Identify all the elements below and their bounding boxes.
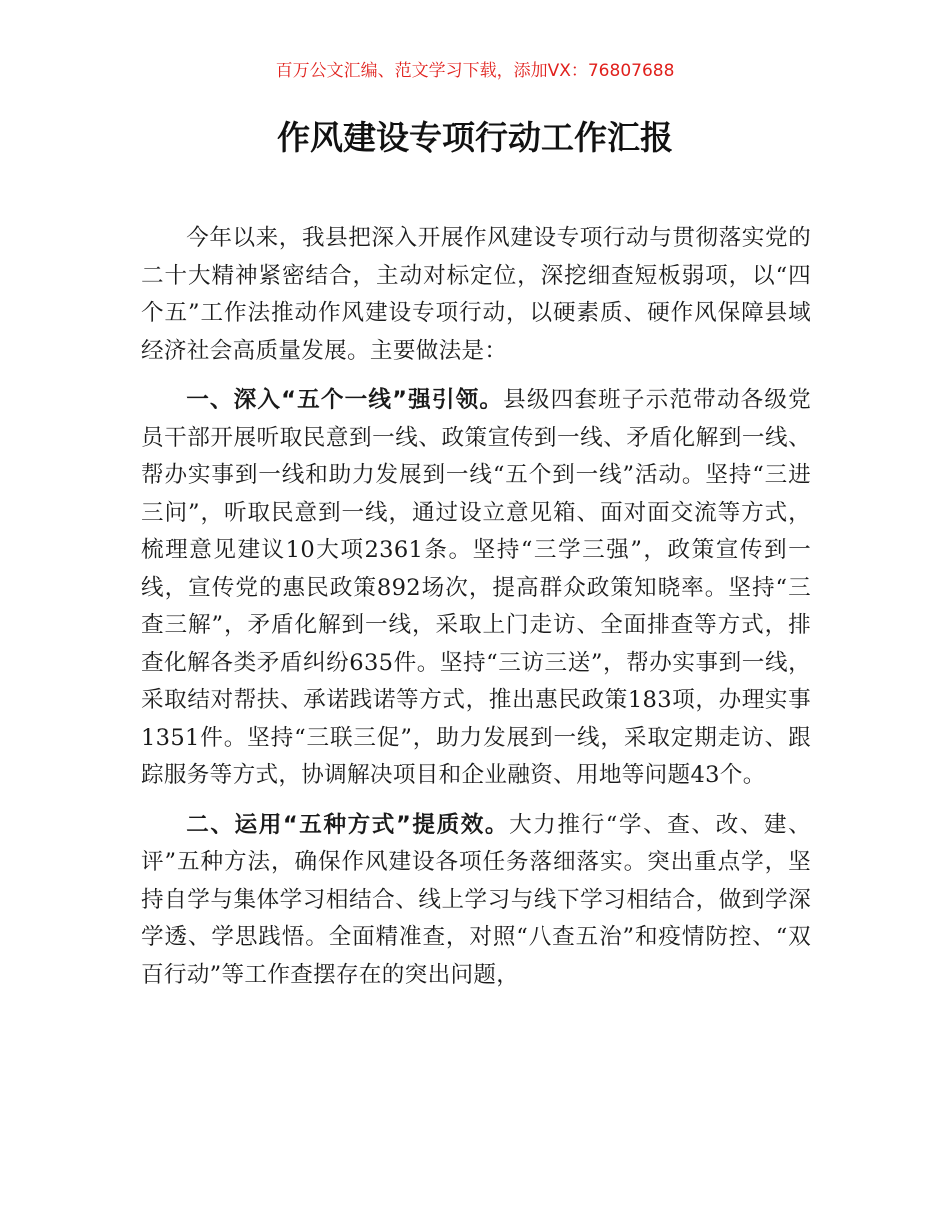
- paragraph-text: 大力推行“学、查、改、建、评”五种方法，确保作风建设各项任务落细落实。突出重点学，坚持自学与集体学习相结合、线上学习与线下学习相结合，做到学深学透、学思践悟。全面精准查，对照“八查五治”和疫情防控、“双百行动”等工作查摆存在的突出问题，: [141, 811, 811, 988]
- paragraph-text: 今年以来，我县把深入开展作风建设专项行动与贯彻落实党的二十大精神紧密结合，主动对标定位，深挖细查短板弱项，以“四个五”工作法推动作风建设专项行动，以硬素质、硬作风保障县域经济社会高质量发展。主要做法是：: [141, 225, 811, 364]
- promo-banner: 百万公文汇编、范文学习下载，添加VX：76807688: [275, 61, 675, 81]
- paragraph-intro: [141, 220, 811, 370]
- document-title: 作风建设专项行动工作汇报: [277, 118, 673, 157]
- document-body: [141, 220, 811, 1006]
- paragraph-section-1: [141, 382, 811, 795]
- section-heading: 一、深入“五个一线”强引领。: [186, 387, 504, 413]
- paragraph-section-2: [141, 807, 811, 995]
- section-heading: 二、运用“五种方式”提质效。: [186, 811, 510, 838]
- paragraph-text: 县级四套班子示范带动各级党员干部开展听取民意到一线、政策宣传到一线、矛盾化解到一线、帮办实事到一线和助力发展到一线“五个到一线”活动。坚持“三进三问”，听取民意到一线，通过设立意见箱、面对面交流等方式，梳理意见建议10大项2361条。坚持“三学三强”，政策宣传到一线，宣传党的惠民政策892场次，提高群众政策知晓率。坚持“三查三解”，矛盾化解到一线，采取上门走访、全面排查等方式，排查化解各类矛盾纠纷635件。坚持“三访三送”，帮办实事到一线，采取结对帮扶、承诺践诺等方式，推出惠民政策183项，办理实事1351件。坚持“三联三促”，助力发展到一线，采取定期走访、跟踪服务等方式，协调解决项目和企业融资、用地等问题43个。: [141, 387, 812, 788]
